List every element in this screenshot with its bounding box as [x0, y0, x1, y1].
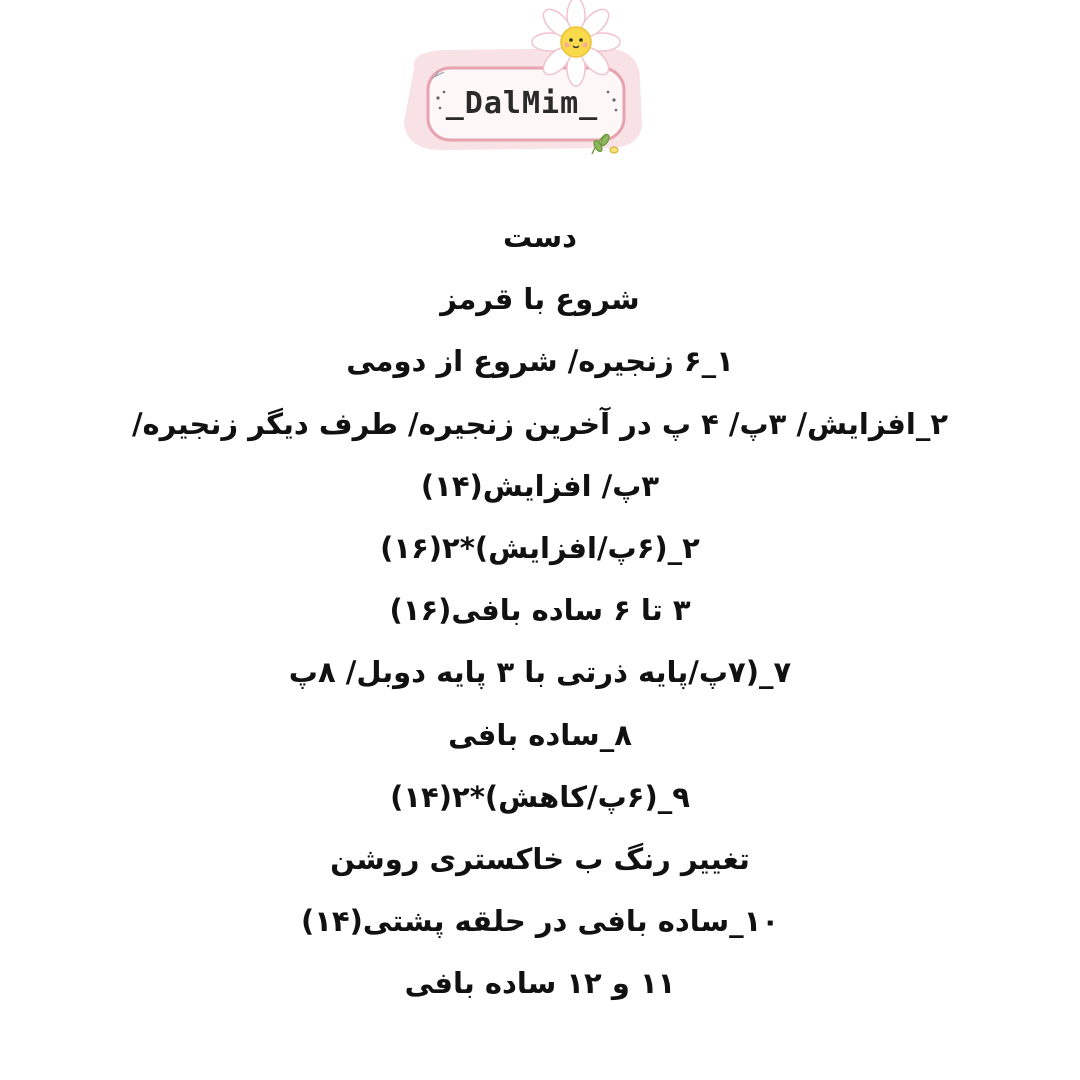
dalmim-logo: [392, 0, 652, 162]
instruction-line: ۳ تا ۶ ساده بافی(۱۶): [389, 593, 691, 628]
instruction-line: ۹_(۶پ/کاهش)*۲(۱۴): [390, 779, 690, 814]
instruction-line: ۱۰_ساده بافی در حلقه پشتی(۱۴): [300, 904, 780, 939]
instruction-line: تغییر رنگ ب خاکستری روشن: [330, 841, 750, 876]
instruction-line: ۱_۶ زنجیره/ شروع از دومی: [346, 344, 734, 379]
pattern-instructions: [40, 206, 1040, 1014]
instruction-line: ۲_(۶پ/افزایش)*۲(۱۶): [380, 530, 700, 565]
section-title: دست: [502, 220, 578, 254]
logo-text: _DalMim_: [445, 86, 599, 121]
logo-frame-graphic: [392, 0, 652, 162]
instruction-line: ۷_(۷پ/پایه ذرتی با ۳ پایه دوبل/ ۸پ: [288, 655, 792, 690]
instruction-line: ۱۱ و ۱۲ ساده بافی: [404, 966, 676, 1001]
instruction-line: ۳پ/ افزایش(۱۴): [420, 468, 660, 503]
instruction-line: شروع با قرمز: [440, 282, 640, 317]
instruction-line: ۸_ساده بافی: [448, 717, 632, 752]
instruction-line: ۲_افزایش/ ۳پ/ ۴ پ در آخرین زنجیره/ طرف دیگر زنجیره/: [131, 406, 949, 441]
